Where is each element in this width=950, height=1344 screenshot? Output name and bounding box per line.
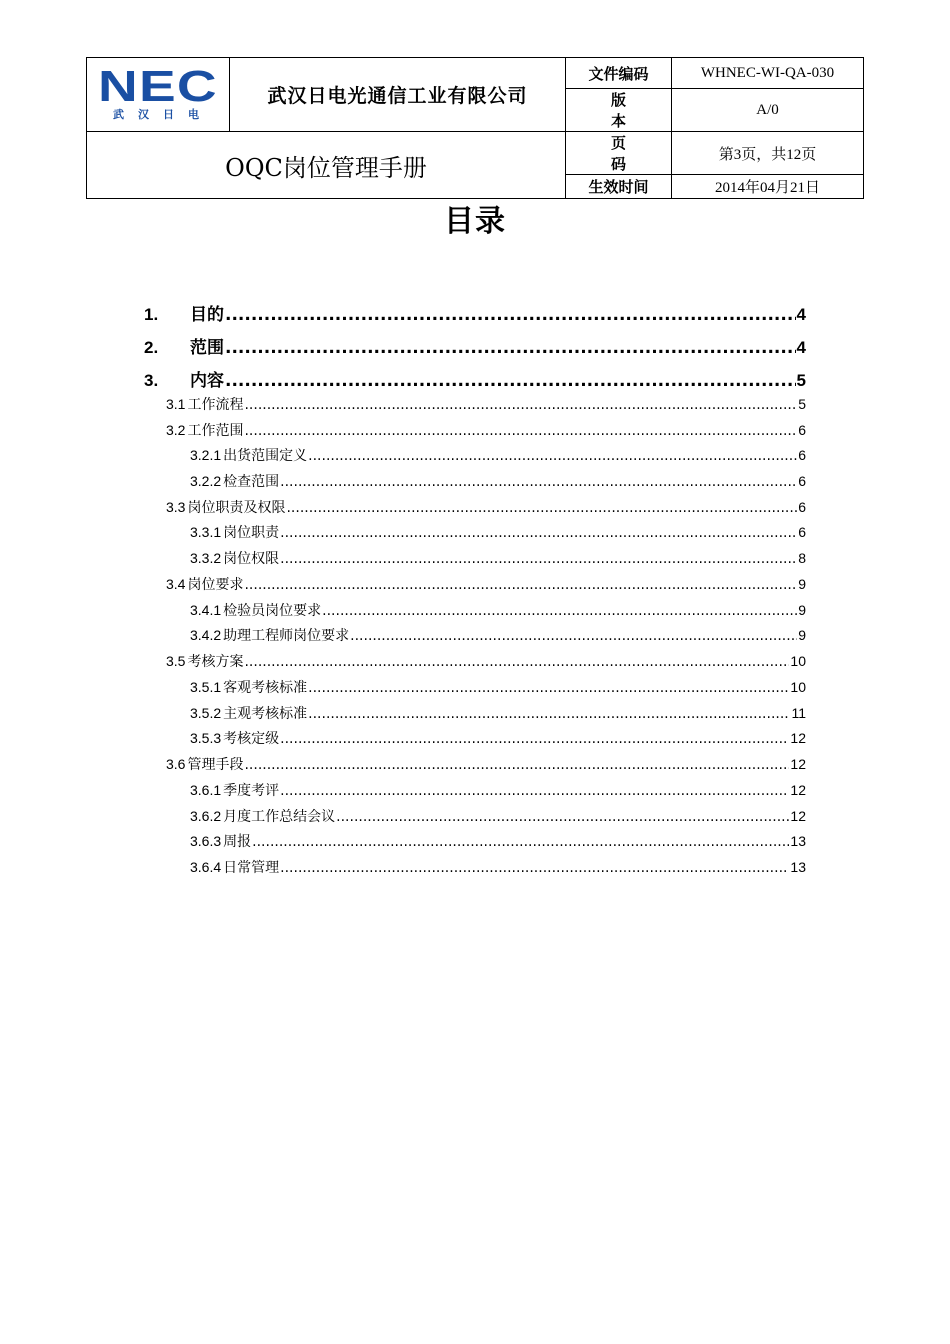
toc-entry-title: 考核定级 [223, 731, 280, 747]
toc-entry[interactable] [166, 420, 806, 440]
toc-entry-number: 1. [144, 305, 159, 324]
toc-leader [225, 338, 796, 358]
toc-entry-page: 11 [791, 705, 806, 721]
toc-leader [280, 860, 789, 876]
doc-code-value: WHNEC-WI-QA-030 [672, 58, 864, 89]
toc-entry-number: 3.3 [166, 499, 186, 515]
toc-entry-title: 岗位权限 [223, 551, 280, 567]
toc-entry-number: 3.6.2 [190, 808, 222, 824]
toc-entry-page: 5 [798, 396, 806, 412]
toc-entry[interactable] [190, 522, 806, 542]
toc-entry[interactable] [144, 333, 806, 358]
toc-entry-number: 3.6 [166, 756, 186, 772]
toc-entry-page: 6 [798, 524, 806, 540]
toc-entry-page: 9 [798, 576, 806, 592]
toc-entry[interactable] [190, 728, 806, 748]
toc-entry[interactable] [190, 677, 806, 697]
toc-entry-number: 3.4.1 [190, 602, 222, 618]
toc-entry-page: 4 [796, 305, 806, 324]
logo-wordmark: NEC [98, 62, 218, 111]
toc-entry[interactable] [190, 780, 806, 800]
page-value: 第3页，共12页 [672, 132, 864, 175]
toc-entry[interactable] [190, 831, 806, 851]
toc-entry[interactable] [166, 497, 806, 517]
toc-entry-page: 13 [790, 833, 806, 849]
toc-entry-page: 9 [798, 602, 806, 618]
toc-entry-page: 6 [798, 447, 806, 463]
toc-leader [308, 680, 789, 696]
toc-entry-number: 3. [144, 371, 159, 390]
toc-entry[interactable] [166, 574, 806, 594]
toc-entry-number: 3.3.2 [190, 550, 222, 566]
toc-entry-number: 3.4 [166, 576, 186, 592]
toc-entry-title: 周报 [223, 834, 252, 850]
toc-leader [336, 809, 789, 825]
toc-entry-page: 4 [796, 338, 806, 357]
toc-leader [225, 305, 796, 325]
toc-leader [280, 474, 797, 490]
toc-entry-title: 主观考核标准 [223, 706, 308, 722]
toc-entry-page: 12 [790, 756, 806, 772]
toc-entry-page: 9 [798, 627, 806, 643]
toc-entry-number: 2. [144, 338, 159, 357]
effective-date-value: 2014年04月21日 [672, 175, 864, 199]
toc-entry-page: 12 [790, 808, 806, 824]
toc-heading: 目录 [444, 204, 506, 239]
toc-entry-number: 3.5.3 [190, 730, 222, 746]
page-label: 页码 [566, 132, 672, 175]
toc-entry-title: 出货范围定义 [223, 448, 308, 464]
toc-entry-number: 3.3.1 [190, 524, 222, 540]
toc-leader [280, 783, 789, 799]
toc-entry[interactable] [190, 703, 806, 723]
toc-entry-title: 季度考评 [223, 783, 280, 799]
toc-entry-title: 管理手段 [187, 757, 244, 773]
doc-code-label: 文件编码 [566, 58, 672, 89]
toc-entry-title: 月度工作总结会议 [223, 809, 336, 825]
version-value: A/0 [672, 89, 864, 132]
toc-entry-page: 6 [798, 422, 806, 438]
toc-entry-title: 客观考核标准 [223, 680, 308, 696]
toc-leader [308, 706, 790, 722]
toc-entry-number: 3.5 [166, 653, 186, 669]
toc-entry-number: 3.6.4 [190, 859, 222, 875]
toc-entry-page: 10 [790, 653, 806, 669]
toc-entry[interactable] [190, 600, 806, 620]
toc-entry-page: 10 [790, 679, 806, 695]
logo-subtitle: 武汉日电 [113, 108, 213, 121]
toc-entry-page: 6 [798, 473, 806, 489]
toc-entry[interactable] [190, 625, 806, 645]
toc-entry-number: 3.2.2 [190, 473, 222, 489]
company-name: 武汉日电光通信工业有限公司 [230, 58, 566, 132]
toc-leader [244, 654, 789, 670]
toc-leader [244, 423, 797, 439]
effective-date-label: 生效时间 [566, 175, 672, 199]
toc-entry-page: 6 [798, 499, 806, 515]
document-title: OQC岗位管理手册 [87, 132, 566, 199]
toc-entry-page: 12 [790, 782, 806, 798]
toc-leader [322, 603, 797, 619]
toc-leader [286, 500, 797, 516]
toc-leader [252, 834, 789, 850]
toc-entry-title: 岗位职责 [223, 525, 280, 541]
document-header [86, 57, 864, 199]
toc-leader [308, 448, 797, 464]
version-label: 版本 [566, 89, 672, 132]
toc-entry-number: 3.2 [166, 422, 186, 438]
toc-entry-title: 检验员岗位要求 [223, 603, 322, 619]
toc-entry-title: 岗位要求 [187, 577, 244, 593]
toc-entry-title: 内容 [190, 371, 224, 391]
toc-entry-number: 3.1 [166, 396, 186, 412]
toc-entry-title: 范围 [190, 338, 224, 358]
toc-entry[interactable] [190, 806, 806, 826]
toc-entry-number: 3.2.1 [190, 447, 222, 463]
toc-entry-page: 5 [796, 371, 806, 390]
toc-entry[interactable] [190, 548, 806, 568]
toc-leader [244, 757, 789, 773]
toc-entry-title: 目的 [190, 305, 224, 325]
toc-leader [280, 731, 789, 747]
toc-entry[interactable] [190, 445, 806, 465]
toc-entry-title: 工作范围 [187, 423, 244, 439]
toc-entry[interactable] [190, 857, 806, 877]
toc-entry-title: 考核方案 [187, 654, 244, 670]
toc-entry[interactable] [166, 394, 806, 414]
toc-leader [244, 397, 797, 413]
toc-entry[interactable] [190, 471, 806, 491]
company-logo [87, 58, 230, 132]
toc-entry-title: 日常管理 [223, 860, 280, 876]
toc-entry-title: 检查范围 [223, 474, 280, 490]
toc-entry-page: 12 [790, 730, 806, 746]
toc-leader [350, 628, 797, 644]
toc-entry-title: 助理工程师岗位要求 [223, 628, 350, 644]
toc-entry-page: 13 [790, 859, 806, 875]
toc-entry-number: 3.4.2 [190, 627, 222, 643]
toc-entry-title: 岗位职责及权限 [187, 500, 286, 516]
toc-leader [225, 371, 796, 391]
toc-leader [244, 577, 797, 593]
toc-leader [280, 551, 797, 567]
toc-entry-page: 8 [798, 550, 806, 566]
toc-leader [280, 525, 797, 541]
toc-entry[interactable] [144, 366, 806, 391]
toc-entry-title: 工作流程 [187, 397, 244, 413]
toc-entry[interactable] [166, 651, 806, 671]
toc-entry-number: 3.5.1 [190, 679, 222, 695]
toc-entry-number: 3.6.3 [190, 833, 222, 849]
toc-entry-number: 3.5.2 [190, 705, 222, 721]
toc-entry-number: 3.6.1 [190, 782, 222, 798]
toc-entry[interactable] [144, 300, 806, 325]
toc-entry[interactable] [166, 754, 806, 774]
